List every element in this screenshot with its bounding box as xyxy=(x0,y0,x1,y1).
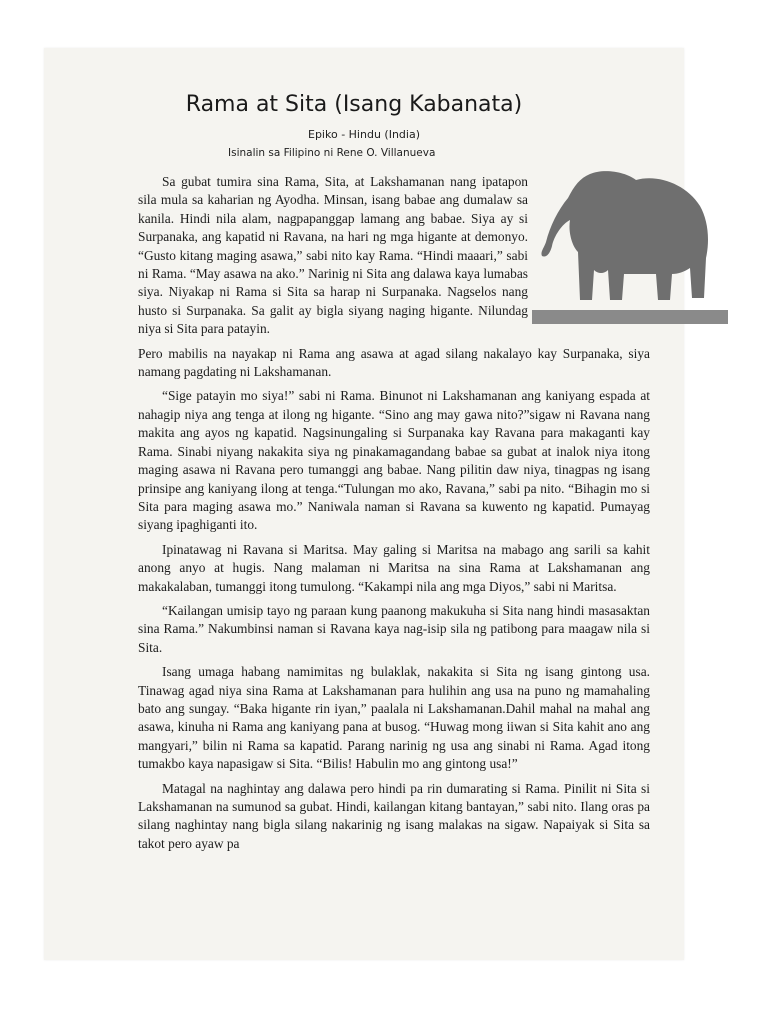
page-subtitle: Epiko - Hindu (India) xyxy=(308,128,420,141)
story-paragraph-7: Matagal na naghintay ang dalawa pero hindi pa rin dumarating si Rama. Pinilit ni Sita si Lakshamanan na sumunod sa gubat. Hindi, kailangan kitang bantayan,” sabi nito. Ilang oras pa silang naghintay nang bigla silang nakarinig ng isang malakas na sigaw. Napaiyak si Sita sa takot pero ayaw pa xyxy=(138,780,650,851)
story-paragraph-2: Pero mabilis na nayakap ni Rama ang asawa at agad silang nakalayo kay Surpanaka, siya namang pagdating ni Lakshamanan. xyxy=(138,345,650,380)
page-title: Rama at Sita (Isang Kabanata) xyxy=(185,92,523,117)
story-paragraph-3: “Sige patayin mo siya!” sabi ni Rama. Binunot ni Lakshamanan ang kaniyang espada at nahagip niya ang tenga at ilong ng higante. “Sino ang may gawa nito?”sigaw ni Ravana nang makita ang ayos ng kapatid. Nagsinungaling si Surpanaka kay Ravana para makaganti kay Rama. Sinabi niyang nakakita siya ng pinakamagandang babae sa gubat at inalok niya itong maging asawa ni Ravana pero tumanggi ang babae. Nang pilitin daw niya, tinagpas ng isang prinsipe ang kaniyang ilong at tenga.“Tulungan mo ako, Ravana,” sabi pa nito. “Bihagin mo si Sita para maging asawa mo.” Naniwala naman si Ravana sa kuwento ng kapatid. Pumayag siyang ipaghiganti ito. xyxy=(138,388,650,533)
story-paragraph-6: Isang umaga habang namimitas ng bulaklak, nakakita si Sita ng isang gintong usa. Tinawag agad niya sina Rama at Lakshamanan para hulihin ang usa na puno ng mamahaling bato ang sungay. “Baka higante rin iyan,” paalala ni Lakshamanan.Dahil mahal na mahal ang asawa, kinuha ni Rama ang kaniyang pana at busog. “Huwag mong iiwan si Sita kahit ano ang mangyari,” bilin ni Rama sa kapatid. Parang narinig ng usa ang sinabi ni Rama. Agad itong tumakbo kaya napasigaw si Sita. “Bilis! Habulin mo ang gintong usa!” xyxy=(138,664,650,772)
story-body xyxy=(138,173,650,859)
document-page xyxy=(44,48,684,960)
story-paragraph-5: “Kailangan umisip tayo ng paraan kung paanong makukuha si Sita nang hindi masasaktan sina Rama.” Nakumbinsi naman si Ravana kaya nag-isip sila ng patibong para maagaw nila si Sita. xyxy=(138,602,650,655)
translator-credit: Isinalin sa Filipino ni Rene O. Villanueva xyxy=(228,147,436,159)
story-paragraph-1: Sa gubat tumira sina Rama, Sita, at Lakshamanan nang ipatapon sila mula sa kaharian ng Ayodha. Minsan, isang babae ang dumalaw sa kanila. Hindi nila alam, nagpapanggap lamang ang babae. Siya ay si Surpanaka, ang kapatid ni Ravana, na hari ng mga higante at demonyo. “Gusto kitang maging asawa,” sabi nito kay Rama. “Hindi maaari,” sabi ni Rama. “May asawa na ako.” Narinig ni Sita ang dalawa kaya lumabas siya. Niyakap ni Rama si Sita sa harap ni Surpanaka. Nagselos nang husto si Surpanaka. Sa galit ay bigla siyang naging higante. Nilundag niya si Sita para patayin. xyxy=(138,174,528,337)
story-paragraph-4: Ipinatawag ni Ravana si Maritsa. May galing si Maritsa na mabago ang sarili sa kahit anong anyo at hugis. Nang malaman ni Maritsa na sina Rama at Lakshamanan ang makakalaban, tumanggi itong tumulong. “Kakampi nila ang mga Diyos,” sabi ni Maritsa. xyxy=(138,541,650,594)
